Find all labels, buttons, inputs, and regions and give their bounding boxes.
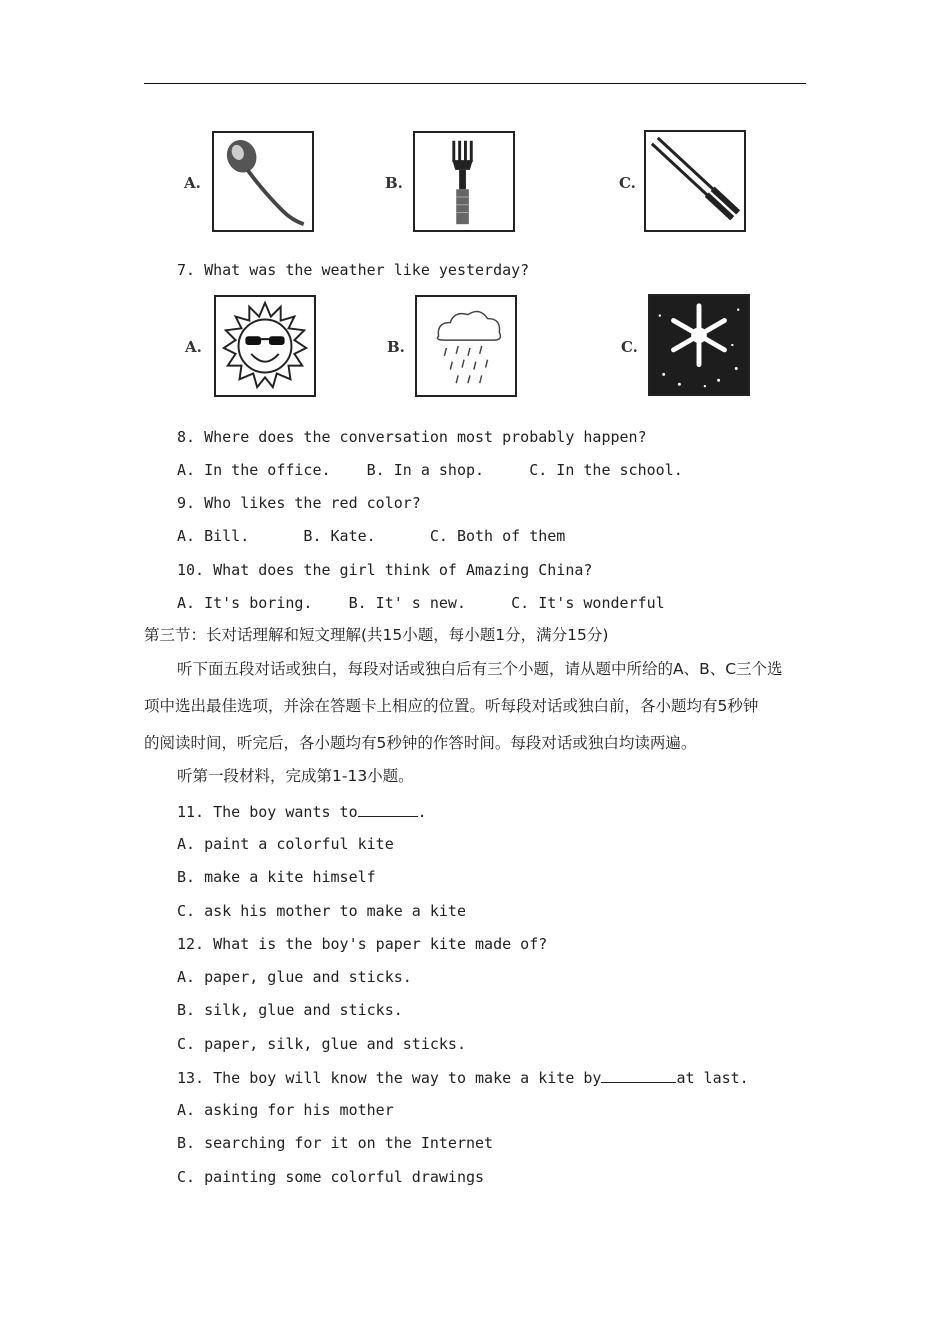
q13-question <box>177 1068 749 1087</box>
q7-option-b-label[interactable]: B. <box>387 338 405 356</box>
q11-option-b: B. make a kite himself <box>177 868 376 886</box>
snowflake-icon <box>650 296 748 394</box>
section3-instructions-line3: 的阅读时间，听完后，各小题均有5秒钟的作答时间。每段对话或独白均读两遍。 <box>144 734 697 752</box>
q7-question: 7. What was the weather like yesterday? <box>177 261 530 279</box>
rain-cloud-icon <box>417 297 515 395</box>
q7-option-a-label[interactable]: A. <box>185 338 202 356</box>
q12-option-b: B. silk, glue and sticks. <box>177 1001 403 1019</box>
spoon-icon <box>214 133 312 230</box>
q6-option-c-label[interactable]: C. <box>619 174 636 192</box>
spoon-picture[interactable] <box>212 131 314 232</box>
sun-with-sunglasses-icon <box>216 297 314 395</box>
q13-option-a: A. asking for his mother <box>177 1101 394 1119</box>
q11-question-end: . <box>417 803 427 821</box>
q11-option-c: C. ask his mother to make a kite <box>177 902 466 920</box>
section3-instructions-line1: 听下面五段对话或独白，每段对话或独白后有三个小题，请从题中所给的A、B、C三个选 <box>177 660 783 678</box>
q9-question: 9. Who likes the red color? <box>177 494 421 512</box>
chopsticks-icon <box>646 132 744 230</box>
q13-option-b: B. searching for it on the Internet <box>177 1134 494 1152</box>
q8-answers: A. In the office. B. In a shop. C. In the school. <box>177 461 683 479</box>
q10-answers: A. It's boring. B. It' s new. C. It's wonderful <box>177 594 665 612</box>
section3-instructions-line2: 项中选出最佳选项，并涂在答题卡上相应的位置。听每段对话或独白前，各小题均有5秒钟 <box>144 697 759 715</box>
q11-option-a: A. paint a colorful kite <box>177 835 394 853</box>
snowy-picture[interactable] <box>648 294 750 396</box>
fork-picture[interactable] <box>413 131 515 232</box>
q12-question: 12. What is the boy's paper kite made of? <box>177 935 548 953</box>
q12-option-a: A. paper, glue and sticks. <box>177 968 412 986</box>
sunny-picture[interactable] <box>214 295 316 397</box>
q13-question-end: at last. <box>676 1069 749 1087</box>
header-rule <box>144 83 806 84</box>
rainy-picture[interactable] <box>415 295 517 397</box>
q13-option-c: C. painting some colorful drawings <box>177 1168 485 1186</box>
q8-question: 8. Where does the conversation most probably happen? <box>177 428 647 446</box>
q6-option-b-label[interactable]: B. <box>385 174 403 192</box>
section3-title: 第三节：长对话理解和短文理解(共15小题，每小题1分，满分15分) <box>144 626 609 644</box>
q11-question <box>177 802 427 821</box>
q11-question-text: 11. The boy wants to <box>177 803 358 821</box>
chopsticks-picture[interactable] <box>644 130 746 232</box>
q6-option-a-label[interactable]: A. <box>184 174 201 192</box>
q13-answer-blank[interactable] <box>601 1068 676 1083</box>
fork-icon <box>415 133 513 230</box>
q10-question: 10. What does the girl think of Amazing China? <box>177 561 593 579</box>
q11-answer-blank[interactable] <box>358 802 418 817</box>
q7-option-c-label[interactable]: C. <box>621 338 638 356</box>
q12-option-c: C. paper, silk, glue and sticks. <box>177 1035 466 1053</box>
q13-question-text: 13. The boy will know the way to make a kite by <box>177 1069 602 1087</box>
q9-answers: A. Bill. B. Kate. C. Both of them <box>177 527 566 545</box>
section3-part1: 听第一段材料，完成第1-13小题。 <box>177 767 414 785</box>
